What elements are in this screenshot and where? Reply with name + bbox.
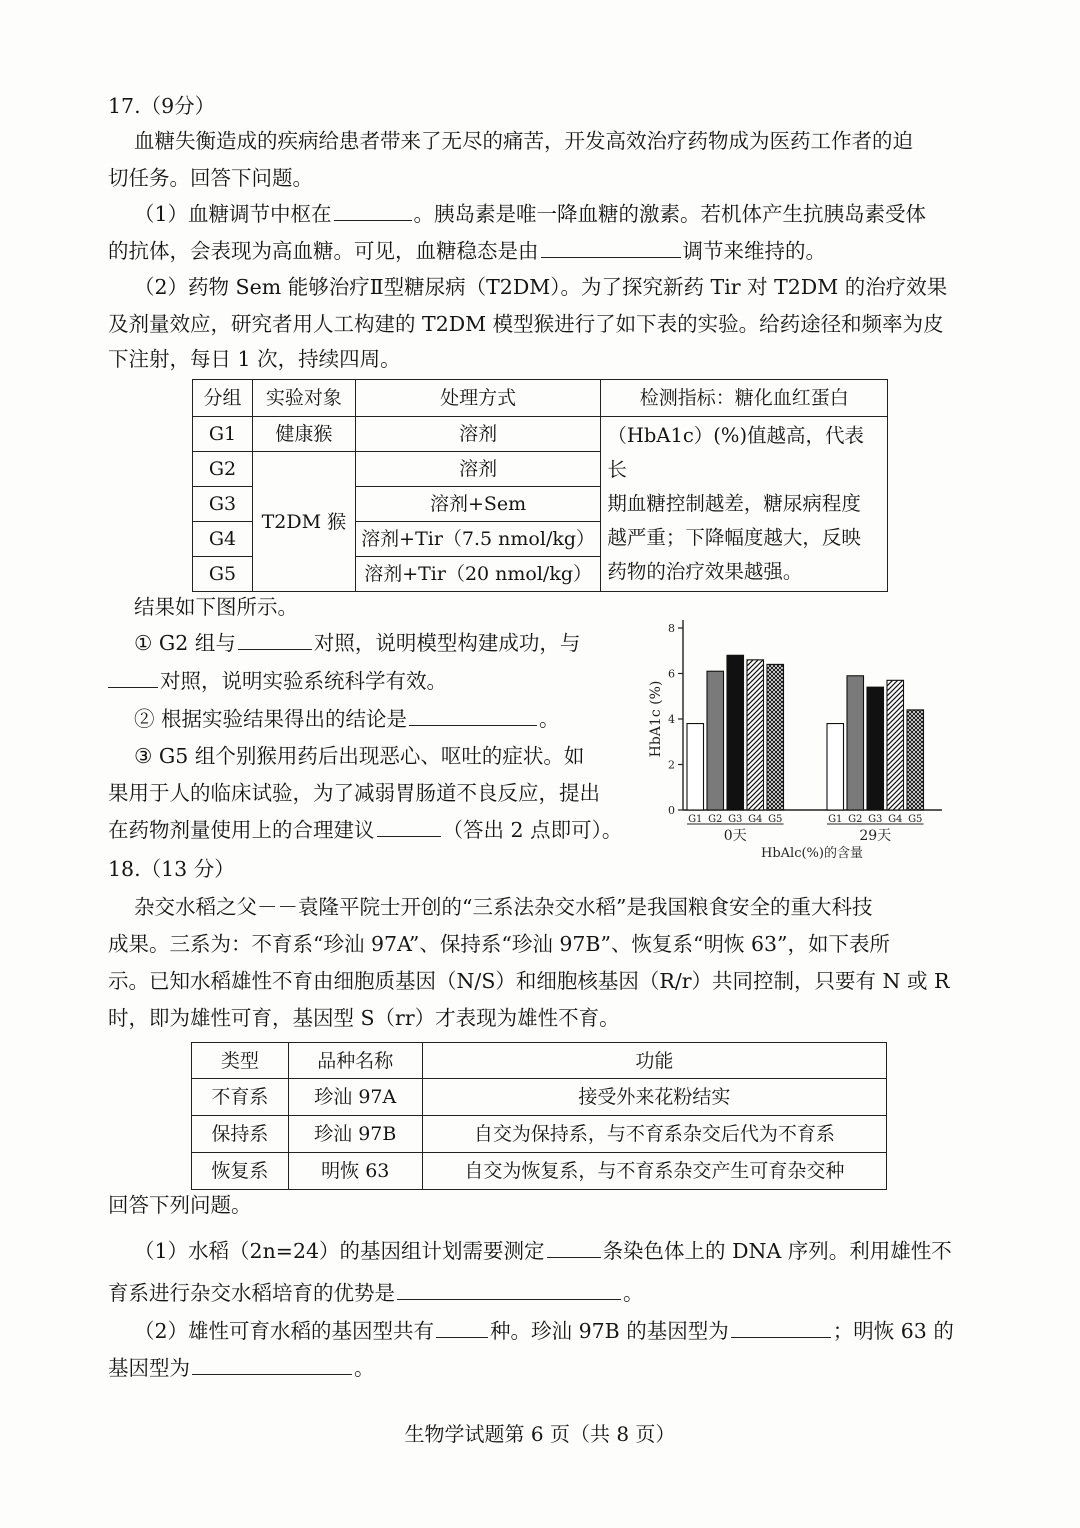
table-header: 检测指标：糖化血红蛋白 xyxy=(601,380,888,417)
bar-group-label: G2 xyxy=(708,814,723,825)
q17-sub3-line-3: 在药物剂量使用上的合理建议 （答出 2 点即可）。 xyxy=(108,818,623,842)
bar-G1-1 xyxy=(827,724,844,810)
bar-group-label: G4 xyxy=(888,814,903,825)
bar-G4-1 xyxy=(887,680,904,810)
bar-group-label: G1 xyxy=(688,814,703,825)
x-axis-label: HbAlc(%)的含量 xyxy=(761,846,863,861)
group-cell: G4 xyxy=(193,522,253,557)
q18-intro-line-3: 示。已知水稻雄性不育由细胞质基因（N/S）和细胞核基因（R/r）共同控制，只要有 N 或 R xyxy=(108,969,950,993)
answer-blank[interactable] xyxy=(547,1239,601,1258)
group-cell: G5 xyxy=(193,557,253,592)
bar-group-label: G3 xyxy=(728,814,743,825)
answer-blank[interactable] xyxy=(334,202,412,221)
bar-G2-1 xyxy=(847,676,864,810)
indicator-cell: （HbA1c）(%)值越高，代表长 期血糖控制越差，糖尿病程度 越严重；下降幅度越大，反映 药物的治疗效果越强。 xyxy=(601,417,888,592)
group-cell: G3 xyxy=(193,487,253,522)
answer-blank[interactable] xyxy=(108,669,158,688)
y-axis-label: HbA1c (%) xyxy=(648,680,664,758)
answer-blank[interactable] xyxy=(377,818,441,837)
y-tick-label: 0 xyxy=(668,804,675,817)
q17-part2-line-3: 下注射，每日 1 次，持续四周。 xyxy=(108,347,401,371)
category-label: 29天 xyxy=(859,828,892,844)
q17-part2-line-1: （2）药物 Sem 能够治疗Ⅱ型糖尿病（T2DM）。为了探究新药 Tir 对 T2DM 的治疗效果 xyxy=(134,275,948,299)
treatment-cell: 溶剂+Tir（20 nmol/kg） xyxy=(355,557,601,592)
answer-blank[interactable] xyxy=(238,631,312,650)
bar-group-label: G5 xyxy=(908,814,923,825)
page-footer: 生物学试题第 6 页（共 8 页） xyxy=(404,1422,676,1446)
table-cell: 珍汕 97B xyxy=(288,1116,422,1153)
q18-intro-line-4: 时，即为雄性可育，基因型 S（rr）才表现为雄性不育。 xyxy=(108,1006,620,1030)
chart-bars xyxy=(687,655,924,810)
table-header: 分组 xyxy=(193,380,253,417)
q17-part2-line-2: 及剂量效应，研究者用人工构建的 T2DM 模型猴进行了如下表的实验。给药途径和频率为皮 xyxy=(108,312,944,336)
q18-intro-line-2: 成果。三系为：不育系“珍汕 97A”、保持系“珍汕 97B”、恢复系“明恢 63”，如下表所 xyxy=(108,932,891,956)
bar-G4-0 xyxy=(747,660,764,810)
subject-cell: 健康猴 xyxy=(252,417,355,452)
answer-blank[interactable] xyxy=(436,1319,488,1338)
table-header: 品种名称 xyxy=(288,1043,422,1079)
bar-G1-0 xyxy=(687,724,704,810)
q18-part1-line-2: 育系进行杂交水稻培育的优势是 。 xyxy=(108,1281,644,1305)
answer-blank[interactable] xyxy=(192,1356,352,1375)
treatment-cell: 溶剂 xyxy=(355,417,601,452)
treatment-cell: 溶剂 xyxy=(355,452,601,487)
experiment-table xyxy=(192,379,888,592)
bar-group-label: G5 xyxy=(768,814,783,825)
table-cell: 恢复系 xyxy=(192,1153,289,1190)
table-cell: 接受外来花粉结实 xyxy=(422,1079,886,1116)
bar-G3-1 xyxy=(867,687,884,810)
y-tick-label: 8 xyxy=(668,622,675,635)
table-cell: 保持系 xyxy=(192,1116,289,1153)
table-cell: 明恢 63 xyxy=(288,1153,422,1190)
q18-answer-intro: 回答下列问题。 xyxy=(108,1193,252,1217)
answer-blank[interactable] xyxy=(409,707,537,726)
q17-part1-line-2: 的抗体，会表现为高血糖。可见，血糖稳态是由 调节来维持的。 xyxy=(108,239,826,263)
q18-part2-line-2: 基因型为 。 xyxy=(108,1356,375,1380)
table-header: 类型 xyxy=(192,1043,289,1079)
q17-header: 17.（9分） xyxy=(108,94,216,118)
table-header: 处理方式 xyxy=(355,380,601,417)
bar-G5-0 xyxy=(767,664,784,810)
q17-sub3-line-2: 果用于人的临床试验，为了减弱胃肠道不良反应，提出 xyxy=(108,781,600,805)
y-tick-label: 6 xyxy=(668,667,675,681)
bar-group-label: G4 xyxy=(748,814,763,825)
treatment-cell: 溶剂+Sem xyxy=(355,487,601,522)
q17-part1-line-1: （1）血糖调节中枢在 。胰岛素是唯一降血糖的激素。若机体产生抗胰岛素受体 xyxy=(134,202,927,226)
q17-sub2: ② 根据实验结果得出的结论是 。 xyxy=(134,707,560,731)
table-header: 功能 xyxy=(422,1043,886,1079)
q18-part2-line-1: （2）雄性可育水稻的基因型共有 种。珍汕 97B 的基因型为 ；明恢 63 的 xyxy=(134,1319,954,1343)
q18-part1-line-1: （1）水稻（2n=24）的基因组计划需要测定 条染色体上的 DNA 序列。利用雄性不 xyxy=(134,1239,952,1263)
q17-intro-line-2: 切任务。回答下问题。 xyxy=(108,166,313,190)
group-cell: G1 xyxy=(193,417,253,452)
table-header: 实验对象 xyxy=(252,380,355,417)
q17-sub1-line-1: ① G2 组与 对照，说明模型构建成功，与 xyxy=(134,631,581,655)
answer-blank[interactable] xyxy=(731,1319,831,1338)
y-tick-label: 2 xyxy=(668,758,675,772)
answer-blank[interactable] xyxy=(541,239,681,258)
category-label: 0天 xyxy=(723,828,747,844)
table-cell: 不育系 xyxy=(192,1079,289,1116)
q17-sub1-line-2: 对照，说明实验系统科学有效。 xyxy=(108,668,447,694)
hba1c-bar-chart xyxy=(636,612,956,870)
bar-group-label: G3 xyxy=(868,814,883,825)
q17-sub3-line-1: ③ G5 组个别猴用药后出现恶心、呕吐的症状。如 xyxy=(134,744,585,768)
bar-group-label: G2 xyxy=(848,814,863,825)
bar-G3-0 xyxy=(727,655,744,810)
y-tick-label: 4 xyxy=(668,713,675,726)
q18-intro-line-1: 杂交水稻之父－－袁隆平院士开创的“三系法杂交水稻”是我国粮食安全的重大科技 xyxy=(134,895,873,919)
group-cell: G2 xyxy=(193,452,253,487)
answer-blank[interactable] xyxy=(397,1281,621,1300)
table-cell: 自交为恢复系，与不育系杂交产生可育杂交种 xyxy=(422,1153,886,1190)
bar-G2-0 xyxy=(707,671,724,810)
subject-cell: T2DM 猴 xyxy=(252,452,355,592)
table-cell: 自交为保持系，与不育系杂交后代为不育系 xyxy=(422,1116,886,1153)
table-cell: 珍汕 97A xyxy=(288,1079,422,1116)
bar-group-label: G1 xyxy=(828,814,843,825)
q17-intro-line-1: 血糖失衡造成的疾病给患者带来了无尽的痛苦，开发高效治疗药物成为医药工作者的迫 xyxy=(134,129,913,153)
bar-G5-1 xyxy=(907,710,924,810)
q18-header: 18.（13 分） xyxy=(108,857,235,881)
treatment-cell: 溶剂+Tir（7.5 nmol/kg） xyxy=(355,522,601,557)
result-intro: 结果如下图所示。 xyxy=(134,595,298,619)
rice-lines-table xyxy=(191,1042,887,1190)
